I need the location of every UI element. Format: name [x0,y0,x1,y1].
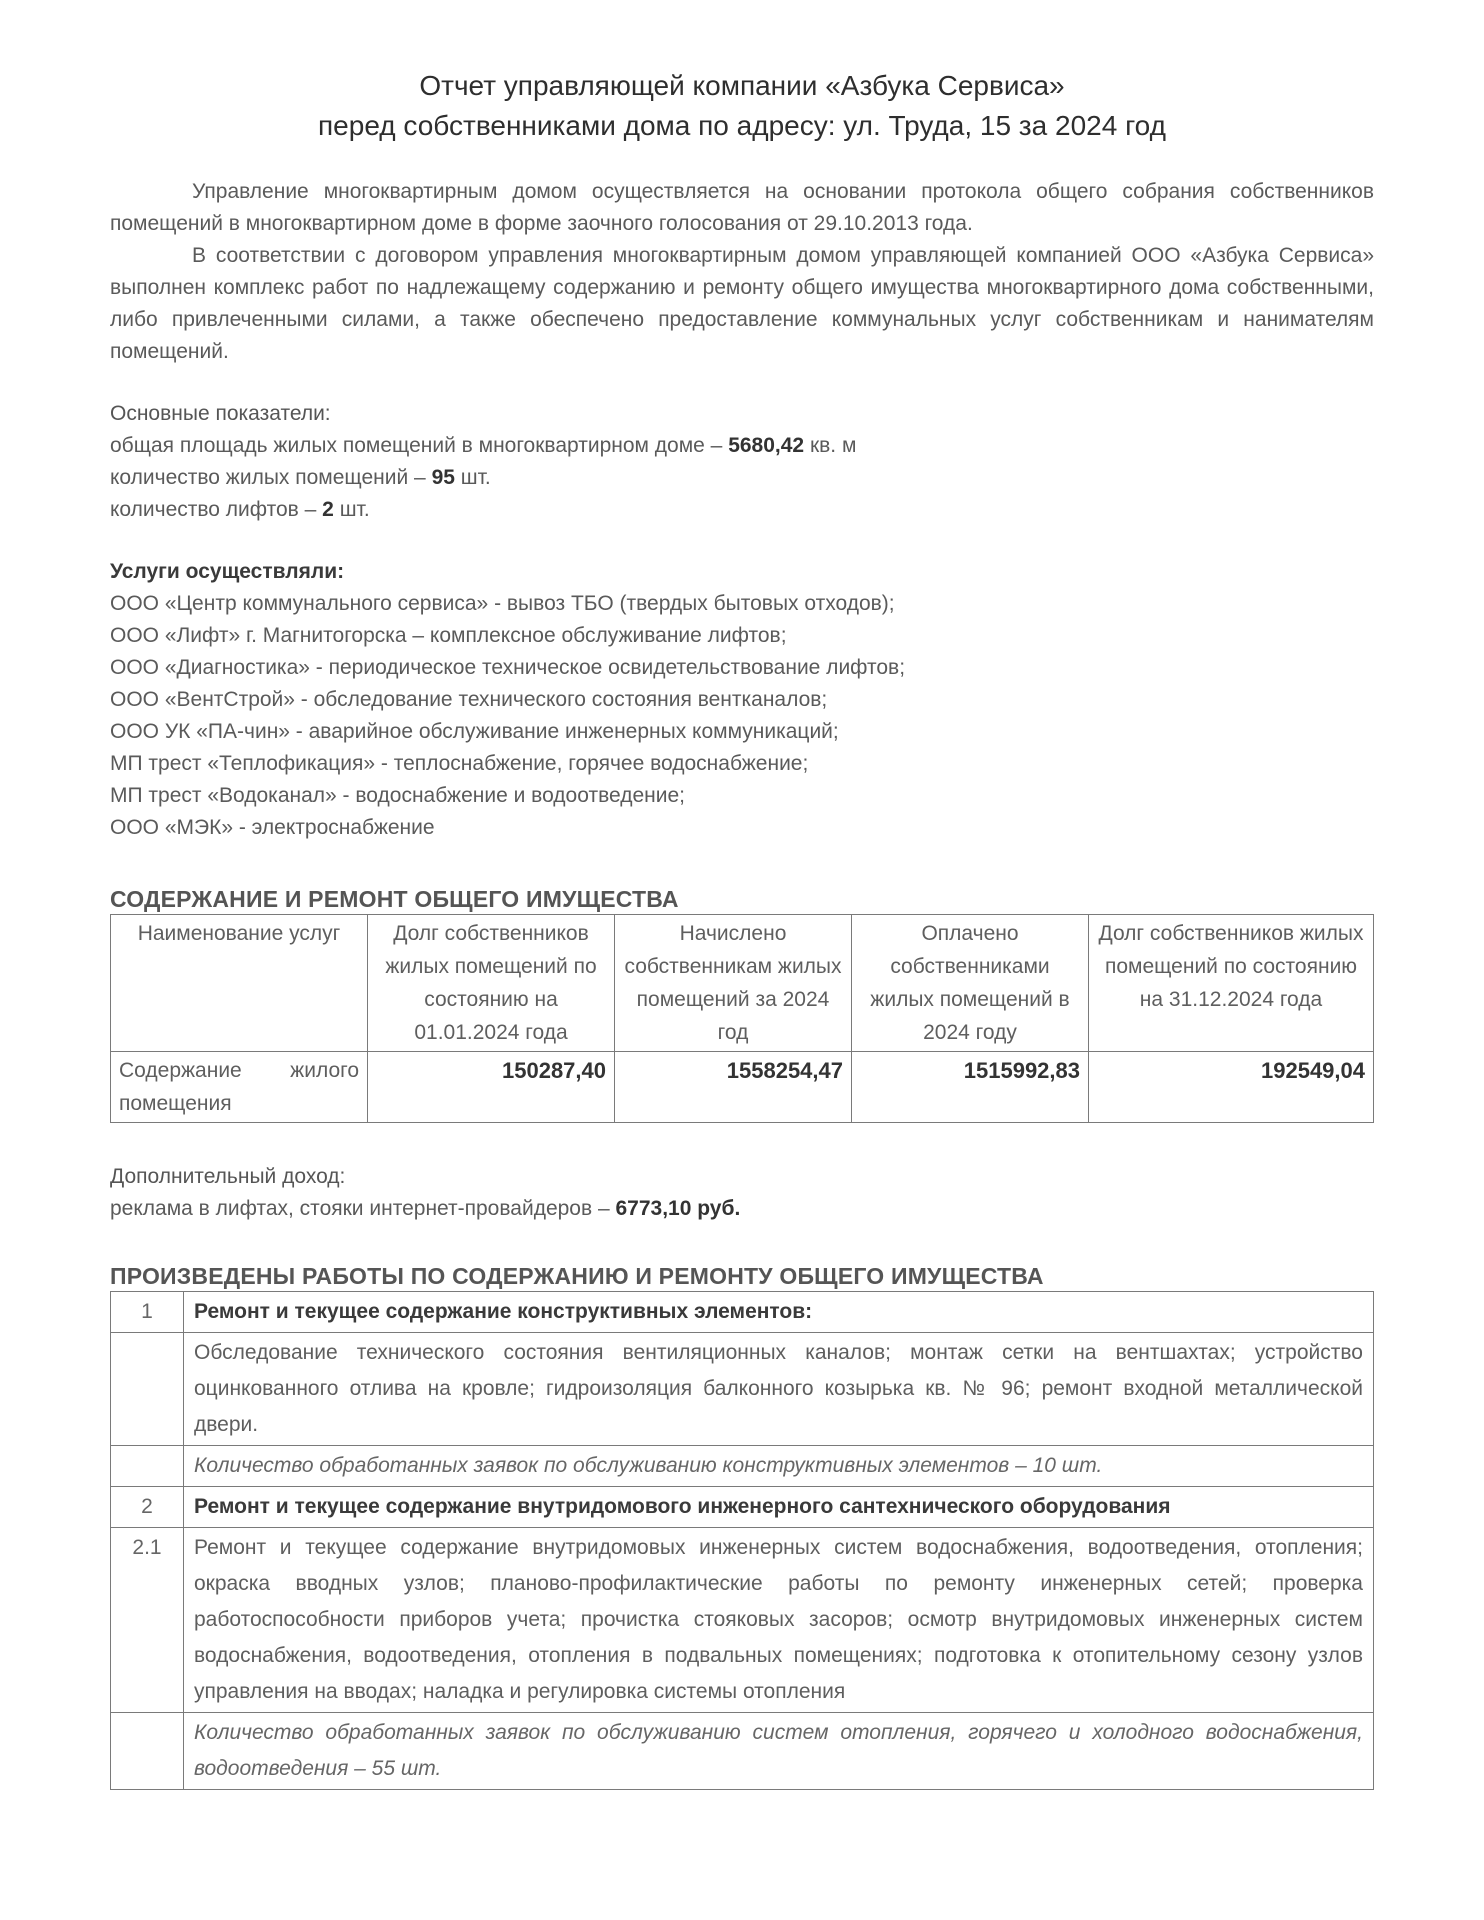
row-number: 1 [111,1292,184,1333]
table-row [111,1052,1374,1123]
table-row [111,1446,1374,1487]
table-row [111,1713,1374,1790]
table-row [111,1292,1374,1333]
extra-income-text: реклама в лифтах, стояки интернет-провайдеров – [110,1197,616,1220]
header-debt-end: Долг собственников жилых помещений по состоянию на 31.12.2024 года [1089,915,1374,1052]
works-title: ПРОИЗВЕДЕНЫ РАБОТЫ ПО СОДЕРЖАНИЮ И РЕМОНТУ ОБЩЕГО ИМУЩЕСТВА [110,1263,1044,1289]
service-item: ООО «Лифт» г. Магнитогорска – комплексное обслуживание лифтов; [110,624,787,647]
report-title-line2: перед собственниками дома по адресу: ул. Труда, 15 за 2024 год [318,110,1166,141]
service-item: ООО УК «ПА-чин» - аварийное обслуживание инженерных коммуникаций; [110,720,839,743]
intro-paragraph-1: Управление многоквартирным домом осуществляется на основании протокола общего собрания собственников помещений в многоквартирном доме в форме заочного голосования от 29.10.2013 года. [110,180,1374,235]
indicators-heading: Основные показатели: [110,402,331,425]
table-row [111,1333,1374,1446]
cell-debt-end: 192549,04 [1089,1052,1374,1123]
row-text: Ремонт и текущее содержание внутридомовых инженерных систем водоснабжения, водоотведения, отопления; окраска вводных узлов; планово-профилактические работы по ремонту инженерных сетей; проверка работоспособности приборов учета; прочистка стояковых засоров; осмотр внутридомовых инженерных систем водоснабжения, водоотведения, отопления в подвальных помещениях; подготовка к отопительному сезону узлов управления на вводах; наладка и регулировка системы отопления [184,1528,1374,1713]
indicator-area [110,430,1374,462]
header-debt-start: Долг собственников жилых помещений по состоянию на 01.01.2024 года [368,915,615,1052]
indicator-unit: шт. [333,498,370,521]
row-text: Ремонт и текущее содержание конструктивных элементов: [184,1292,1374,1333]
report-title [110,66,1374,146]
header-paid: Оплачено собственниками жилых помещений в 2024 году [852,915,1089,1052]
indicator-unit: кв. м [804,434,857,457]
indicator-value: 5680,42 [728,434,805,457]
row-text: Ремонт и текущее содержание внутридомового инженерного сантехнического оборудования [184,1487,1374,1528]
service-item: ООО «ВентСтрой» - обследование технического состояния вентканалов; [110,688,828,711]
table-row [111,1487,1374,1528]
table-header-row [111,915,1374,1052]
row-number [111,1333,184,1446]
extra-income-section [110,1161,1374,1225]
indicator-value: 95 [431,466,455,489]
row-text: Обследование технического состояния вентиляционных каналов; монтаж сетки на вентшахтах; устройство оцинкованного отлива на кровле; гидроизоляция балконного козырька кв. № 96; ремонт входной металлической двери. [184,1333,1374,1446]
cell-service-name: Содержание жилого помещения [111,1052,368,1123]
maintenance-table [110,914,1374,1123]
header-service-name: Наименование услуг [111,915,368,1052]
cell-debt-start: 150287,40 [368,1052,615,1123]
report-title-line1: Отчет управляющей компании «Азбука Сервиса» [419,70,1065,101]
row-number [111,1713,184,1790]
indicator-label: количество лифтов – [110,498,323,521]
works-table [110,1291,1374,1790]
service-item: ООО «Центр коммунального сервиса» - вывоз ТБО (твердых бытовых отходов); [110,592,895,615]
row-text: Количество обработанных заявок по обслуживанию конструктивных элементов – 10 шт. [184,1446,1374,1487]
intro-paragraph-2: В соответствии с договором управления многоквартирным домом управляющей компанией ООО «Азбука Сервиса» выполнен комплекс работ по надлежащему содержанию и ремонту общего имущества многоквартирного дома собственными, либо привлеченными силами, а также обеспечено предоставление коммунальных услуг собственникам и нанимателям помещений. [110,244,1374,363]
cell-accrued: 1558254,47 [615,1052,852,1123]
header-accrued: Начислено собственникам жилых помещений за 2024 год [615,915,852,1052]
row-text: Количество обработанных заявок по обслуживанию систем отопления, горячего и холодного водоснабжения, водоотведения – 55 шт. [184,1713,1374,1790]
indicator-rooms [110,462,1374,494]
report-page [110,66,1374,1790]
indicators-section [110,398,1374,526]
maintenance-title: СОДЕРЖАНИЕ И РЕМОНТ ОБЩЕГО ИМУЩЕСТВА [110,886,679,912]
cell-paid: 1515992,83 [852,1052,1089,1123]
service-item: ООО «Диагностика» - периодическое техническое освидетельствование лифтов; [110,656,906,679]
services-section [110,556,1374,844]
indicator-unit: шт. [454,466,491,489]
service-item: МП трест «Теплофикация» - теплоснабжение, горячее водоснабжение; [110,752,809,775]
extra-income-line [110,1193,1374,1225]
extra-income-amount: 6773,10 руб. [615,1197,741,1220]
row-number: 2 [111,1487,184,1528]
indicator-value: 2 [322,498,334,521]
table-row [111,1528,1374,1713]
service-item: ООО «МЭК» - электроснабжение [110,816,435,839]
indicator-label: количество жилых помещений – [110,466,432,489]
services-heading: Услуги осуществляли: [110,560,345,583]
indicator-label: общая площадь жилых помещений в многоквартирном доме – [110,434,729,457]
row-number: 2.1 [111,1528,184,1713]
row-number [111,1446,184,1487]
service-item: МП трест «Водоканал» - водоснабжение и водоотведение; [110,784,685,807]
extra-income-heading: Дополнительный доход: [110,1165,346,1188]
indicator-lifts [110,494,1374,526]
